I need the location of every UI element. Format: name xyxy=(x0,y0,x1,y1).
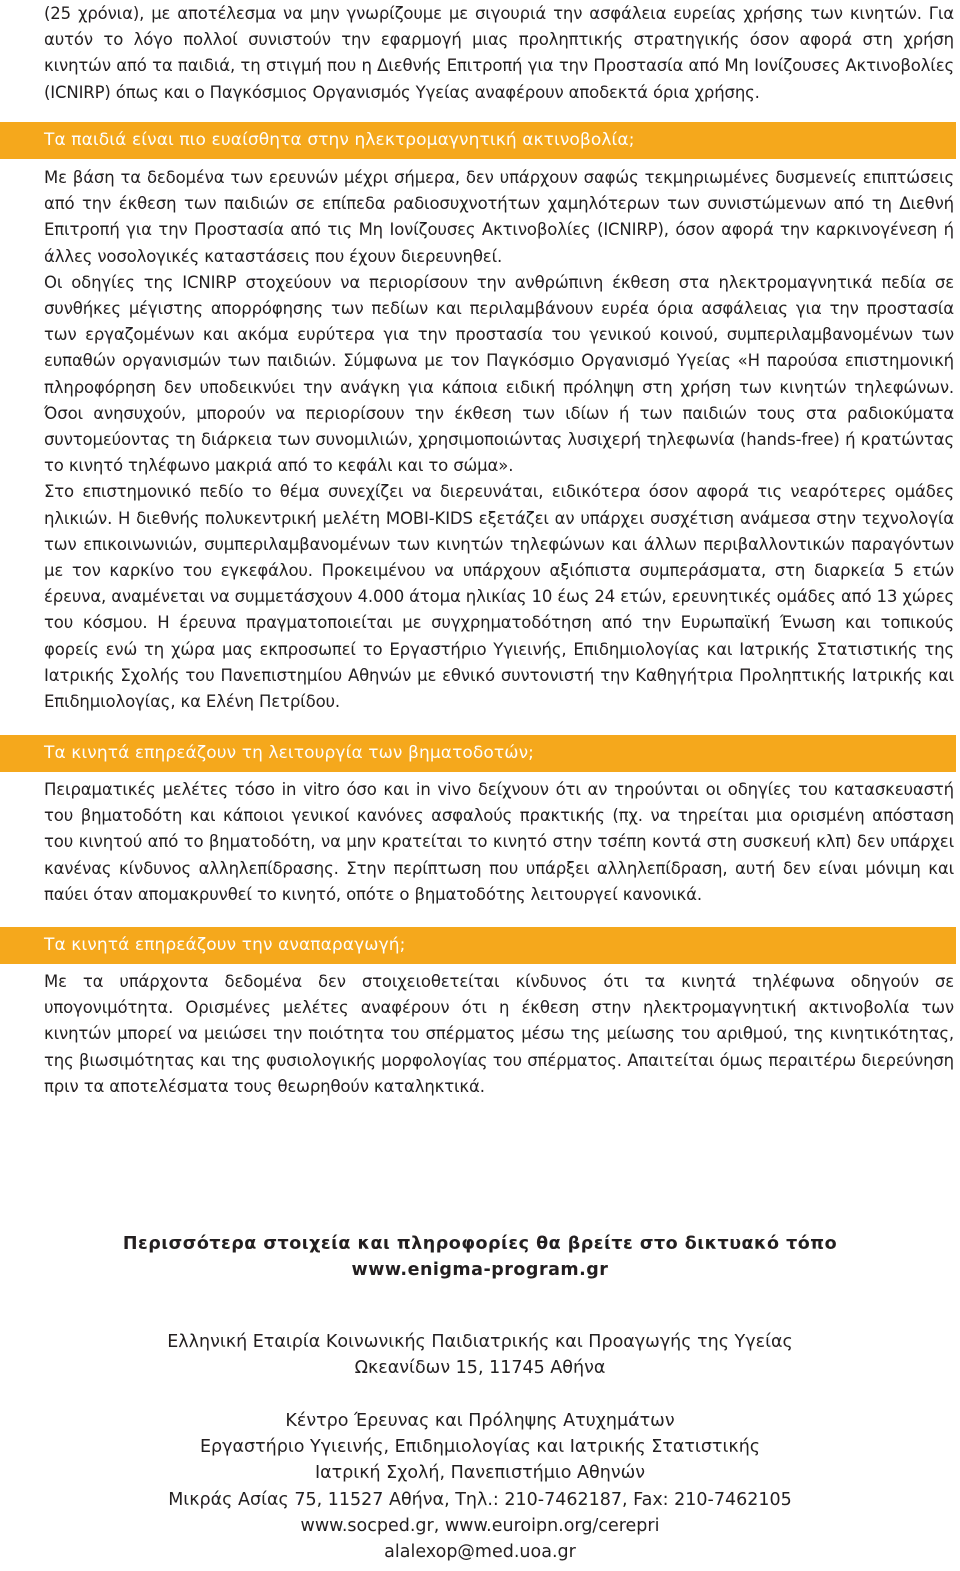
urls-link[interactable]: www.socped.gr, www.euroipn.org/cerepri xyxy=(300,1515,660,1536)
section-paragraph: Στο επιστημονικό πεδίο το θέμα συνεχίζει να διερευνάται, ειδικότερα όσον αφορά τις νεαρότερες ομάδες ηλικιών. Η διεθνής πολυκεντρική μελέτη MOBI-KIDS εξετάζει αν υπάρχει συσχέτιση ανάμεσα στην τεχνολογία των επικοινωνιών, συμπεριλαμβανομένων των κινητών τηλεφώνων και άλλων περιβαλλοντικών παραγόντων με τον καρκίνο του εγκεφάλου. Προκειμένου να υπάρχουν αξιόπιστα συμπεράσματα, στη διαρκεία 5 ετών έρευνα, αναμένεται να συμμετάσχουν 4.000 άτομα ηλικίας 10 έως 24 ετών, ερευνητικές ομάδες από 13 χώρες του κόσμου. Η έρευνα πραγματοποιείται με συγχρηματοδότηση από την Ευρωπαϊκή Ένωση και τοπικούς φορείς ενώ τη χώρα μας εκπροσωπεί το Εργαστήριο Υγιεινής, Επιδημιολογίας και Ιατρικής Στατιστικής της Ιατρικής Σχολής του Πανεπιστημίου Αθηνών με εθνικό συντονιστή την Καθηγήτρια Προληπτικής Ιατρικής και Επιδημιολογίας, κα Ελένη Πετρίδου. xyxy=(44,482,954,712)
center-name: Κέντρο Έρευνας και Πρόληψης Ατυχημάτων xyxy=(285,1411,675,1431)
intro-paragraph: (25 χρόνια), με αποτέλεσμα να μην γνωρίζουμε με σιγουριά την ασφάλεια ευρείας χρήσης των κινητών. Για αυτόν το λόγο πολλοί συνιστούν την εφαρμογή μιας προληπτικής στρατηγικής όσον αφορά στη χρήση κινητών από τα παιδιά, τη στιγμή που η Διεθνής Επιτροπή για την Προστασία από Μη Ιονίζουσες Ακτινοβολίες (ICNIRP) όπως και ο Παγκόσμιος Οργανισμός Υγείας αναφέρουν αποδεκτά όρια χρήσης. xyxy=(44,4,954,102)
section-reproduction-body xyxy=(0,969,960,1100)
section-paragraph: Με βάση τα δεδομένα των ερευνών μέχρι σήμερα, δεν υπάρχουν σαφώς τεκμηριωμένες δυσμενείς επιπτώσεις από την έκθεση των παιδιών σε επίπεδα ραδιοσυχνοτήτων χαμηλότερων των συνιστώμενων από τη Διεθνή Επιτροπή για την Προστασία από τις Μη Ιονίζουσες Ακτινοβολίες (ICNIRP), όσον αφορά την καρκινογένεση ή άλλες νοσολογικές καταστάσεις που έχουν διερευνηθεί. xyxy=(44,168,954,266)
society-block xyxy=(0,1329,960,1381)
section-heading-pacemakers: Τα κινητά επηρεάζουν τη λειτουργία των βηματοδοτών; xyxy=(0,735,956,772)
section-paragraph: Πειραματικές μελέτες τόσο in vitro όσο και in vivo δείχνουν ότι αν τηρούνται οι οδηγίες του κατασκευαστή του βηματοδότη και κάποιοι γενικοί κανόνες ασφαλούς πρακτικής (πχ. να τηρείται μια ορισμένη απόσταση του κινητού από το βηματοδότη, να μην κρατείται το κινητό στην τσέπη κοντά στη συσκευή κλπ) δεν υπάρχει κανένας κίνδυνος αλληλεπίδρασης. Στην περίπτωση που υπάρξει αλληλεπίδραση, αυτή δεν είναι μόνιμη και παύει όταν απομακρυνθεί το κινητό, οπότε ο βηματοδότης λειτουργεί κανονικά. xyxy=(44,780,954,904)
society-name: Ελληνική Εταιρία Κοινωνικής Παιδιατρικής και Προαγωγής της Υγείας xyxy=(167,1332,793,1352)
website-link[interactable]: www.enigma-program.gr xyxy=(351,1260,609,1281)
intro-block xyxy=(0,1,960,106)
section-heading-children-sensitivity: Τα παιδιά είναι πιο ευαίσθητα στην ηλεκτρομαγνητική ακτινοβολία; xyxy=(0,122,956,159)
more-info-block xyxy=(0,1231,960,1283)
society-address: Ωκεανίδων 15, 11745 Αθήνα xyxy=(354,1358,606,1379)
section-paragraph: Με τα υπάρχοντα δεδομένα δεν στοιχειοθετείται κίνδυνος ότι τα κινητά τηλέφωνα οδηγούν σε υπογονιμότητα. Ορισμένες μελέτες αναφέρουν ότι η έκθεση στην ηλεκτρομαγνητική ακτινοβολία των κινητών μπορεί να μειώσει την ποιότητα του σπέρματος μέσω της μείωσης του αριθμού, της κινητικότητας, της βιωσιμότητας και της φυσιολογικής μορφολογίας του σπέρματος. Απαιτείται όμως περαιτέρω διερεύνηση πριν τα αποτελέσματα τους θεωρηθούν καταληκτικά. xyxy=(44,972,954,1096)
school-name: Ιατρική Σχολή, Πανεπιστήμιο Αθηνών xyxy=(314,1463,646,1484)
contact-address: Μικράς Ασίας 75, 11527 Αθήνα, Τηλ.: 210-7462187, Fax: 210-7462105 xyxy=(168,1489,792,1510)
section-heading-reproduction: Τα κινητά επηρεάζουν την αναπαραγωγή; xyxy=(0,927,956,964)
section-paragraph: Οι οδηγίες της ICNIRP στοχεύουν να περιορίσουν την ανθρώπινη έκθεση στα ηλεκτρομαγνητικά πεδία σε συνθήκες μέγιστης απορρόφησης των πεδίων και περιλαμβάνουν ευρέα όρια ασφάλειας για την προστασία των εργαζομένων και ακόμα ευρύτερα για την προστασία του γενικού κοινού, συμπεριλαμβανομένων των ευπαθών οργανισμών των παιδιών. Σύμφωνα με τον Παγκόσμιο Οργανισμό Υγείας «Η παρούσα επιστημονική πληροφόρηση δεν υποδεικνύει την ανάγκη για κάποια ειδική πρόληψη στη χρήση των κινητών τηλεφώνων. Όσοι ανησυχούν, μπορούν να περιορίσουν την έκθεση των ιδίων ή των παιδιών τους στα ραδιοκύματα συντομεύοντας τη διάρκεια των συνομιλιών, χρησιμοποιώντας λυσιχερή τηλεφωνία (hands-free) ή κρατώντας το κινητό τηλέφωνο μακριά από το κεφάλι και το σώμα». xyxy=(44,272,954,476)
contact-block xyxy=(0,1408,960,1565)
email-link[interactable]: alalexop@med.uoa.gr xyxy=(384,1542,576,1563)
lab-name: Εργαστήριο Υγιεινής, Επιδημιολογίας και Ιατρικής Στατιστικής xyxy=(199,1437,761,1458)
section-pacemakers-body xyxy=(0,777,960,908)
section-children-sensitivity-body xyxy=(0,165,960,715)
more-info-text: Περισσότερα στοιχεία και πληροφορίες θα βρείτε στο δικτυακό τόπο xyxy=(122,1234,838,1254)
